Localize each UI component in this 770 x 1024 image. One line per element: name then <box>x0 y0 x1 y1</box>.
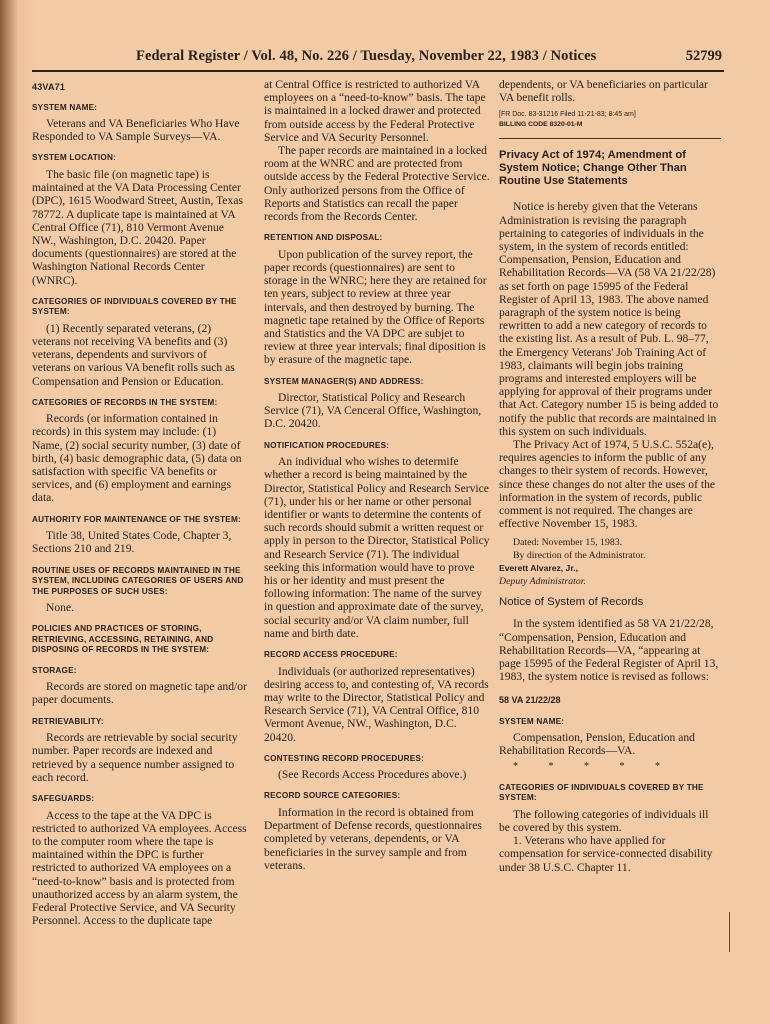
system-id: 43VA71 <box>32 82 66 92</box>
record-source-text: Information in the record is obtained from Department of Defense records, questionnaires completed by veterans, dependents, or VA beneficiaries in the survey sample and from veterans. <box>264 805 482 872</box>
safeguards-continued-text: at Central Office is restricted to authorized VA employees on a “need-to-know” basis. The tape is maintained in a locked drawer and protected from outside access by the Federal Protective Service and VA Security Personnel. <box>264 78 486 144</box>
system-manager-text: Director, Statistical Policy and Research Service (71), VA Cenceral Office, Washington, D.C. 20420. <box>264 391 482 431</box>
page-header <box>32 44 724 72</box>
category-item-1: 1. Veterans who have applied for compensation for service-connected disability under 38 U.S.C. Chapter 11. <box>499 834 713 874</box>
categories-records-text: Records (or information contained in records) in this system may include: (1) Name, (2) social security number, (3) date of birth, (4) basic demographic data, (5) data on satisfaction with specific VA benefits or services, and (6) employment and earnings data. <box>32 412 242 505</box>
page-binding-edge <box>0 0 18 1024</box>
categories-individuals-text: (1) Recently separated veterans, (2) veterans not receiving VA benefits and (3) veterans, dependents and survivors of veterans on various VA benefit rolls such as Compensation and Pension or Education. <box>32 321 235 388</box>
notice-paragraph-2: The Privacy Act of 1974, 5 U.S.C. 552a(e), requires agencies to inform the public of any changes to their system of records. However, since these changes do not alter the uses of the information in the system of records, public comment is not required. The changes are effective November 15, 1983. <box>499 438 716 531</box>
heading-safeguards: SAFEGUARDS: <box>32 794 95 803</box>
safeguards-text: Access to the tape at the VA DPC is restricted to authorized VA employees. Access to the computer room where the tape is maintained within the DPC is further restricted to authorized VA employees on a “need-to-know” basis and is protected from unauthorized access by an alarm system, the Federal Protective Service, and VA Security Personnel. Access to the duplicate tape <box>32 808 247 928</box>
section-title: Privacy Act of 1974; Amendment of System Notice; Change Other Than Routine Use Statements <box>499 149 687 188</box>
authority-text: Title 38, United States Code, Chapter 3, Sections 210 and 219. <box>32 529 232 556</box>
heading-policies: POLICIES AND PRACTICES OF STORING, RETRIEVING, ACCESSING, RETAINING, AND DISPOSING OF RECORDS IN THE SYSTEM: <box>32 624 214 655</box>
categories-individuals-2-text: The following categories of individuals ill be covered by this system. <box>499 807 709 835</box>
retention-text: Upon publication of the survey report, the paper records (questionnaires) are sent to storage in the WNRC; here they are retained for ten years, subject to review at three year intervals, and then destroyed by burning. The magnetic tape retained by the Office of Reports and Statistics and the VA DPC are subjet to review at three year intervals; final diposition is by erasure of the magnetic tape. <box>264 247 487 367</box>
notice-of-system-title: Notice of System of Records <box>499 596 644 609</box>
heading-system-name-2: SYSTEM NAME: <box>499 716 565 726</box>
section-divider <box>499 138 721 139</box>
heading-retention: RETENTION AND DISPOSAL: <box>264 233 383 243</box>
heading-categories-records: CATEGORIES OF RECORDS IN THE SYSTEM: <box>32 397 218 407</box>
heading-routine-uses: ROUTINE USES OF RECORDS MAINTAINED IN THE SYSTEM, INCLUDING CATEGORIES OF USERS AND THE PURPOSES OF SUCH USES: <box>32 565 244 596</box>
signer-name: Everett Alvarez, Jr., <box>499 563 578 574</box>
direction-line: By direction of the Administrator. <box>513 550 646 562</box>
header-page-number: 52799 <box>685 48 722 64</box>
heading-system-location: SYSTEM LOCATION: <box>32 153 117 163</box>
billing-code: BILLING CODE 8320-01-M <box>499 121 583 129</box>
system-code: 58 VA 21/22/28 <box>499 694 561 705</box>
routine-uses-text: None. <box>46 601 75 615</box>
heading-system-name: SYSTEM NAME: <box>32 102 98 112</box>
system-name-2-text: Compensation, Pension, Education and Rehabilitation Records—VA. <box>499 731 695 758</box>
dated-line: Dated: November 15, 1983. <box>513 537 623 549</box>
header-title: Federal Register / Vol. 48, No. 226 / Tuesday, November 22, 1983 / Notices <box>136 48 597 64</box>
contesting-text: (See Records Access Procedures above.) <box>278 768 467 782</box>
heading-retrievability: RETRIEVABILITY: <box>32 716 104 726</box>
heading-system-manager: SYSTEM MANAGER(S) AND ADDRESS: <box>264 376 424 386</box>
system-location-text: The basic file (on magnetic tape) is maintained at the VA Data Processing Center (DPC), 1615 Woodward Street, Austin, Texas 78772. A duplicate tape is maintained at VA Central Office (71), 810 Vermont Avenue NW., Washington, D.C. 20420. Paper documents (questionnaires) are stored at the Washington National Records Center (WNRC). <box>32 167 244 287</box>
signer-title: Deputy Administrator. <box>499 576 586 588</box>
system-name-text: Veterans and VA Beneficiaries Who Have Responded to VA Sample Surveys—VA. <box>32 117 240 144</box>
notice-system-paragraph: In the system identified as 58 VA 21/22/28, “Compensation, Pension, Education and Rehabilitation Records—VA, “appearing at page 15995 of the Federal Register of April 13, 1983, the system notice is revised as follows: <box>499 617 719 684</box>
margin-bracket <box>723 912 730 952</box>
notice-paragraph-1: Notice is hereby given that the Veterans Administration is revising the paragraph pertaining to categories of individuals in the system, in the system of records entitled: Compensation, Pension, Education and Rehabilitation Records—VA (58 VA 21/22/28) as set forth on page 15995 of the Federal Register of April 13, 1983. The above named paragraph of the system notice is being rewritten to add a new category of records to the existing list. As a result of Pub. L. 98–77, the Emergency Veterans' Job Training Act of 1983, claimants will begin jobs training programs and interested employers will be applying for approval of their programs under that Act. Category number 15 is being added to notify the public that records are maintained in this system on such individuals. <box>499 200 719 438</box>
heading-record-access: RECORD ACCESS PROCEDURE: <box>264 650 398 660</box>
storage-text: Records are stored on magnetic tape and/or paper documents. <box>32 680 247 707</box>
column-2 <box>264 78 490 872</box>
record-source-continued-text: dependents, or VA beneficiaries on particular VA benefit rolls. <box>499 78 708 105</box>
fr-doc-line: [FR Doc. 83-31216 Filed 11-21-83; 8:45 am] <box>499 111 636 119</box>
heading-authority: AUTHORITY FOR MAINTENANCE OF THE SYSTEM: <box>32 514 241 524</box>
heading-notification: NOTIFICATION PROCEDURES: <box>264 440 390 450</box>
record-access-text: Individuals (or authorized representatives) desiring access to, and contesting of, VA records may write to the Director, Statistical Policy and Research Service (71), VA Central Office, 810 Vermont Avenue, NW., Washington, D.C. 20420. <box>264 664 489 744</box>
column-3 <box>499 78 721 874</box>
notification-text: An individual who wishes to determife whether a record is being maintained by the Director, Statistical Policy and Research Service (71), under his or her name or other personal identifier or wants to determine the contents of such records should submit a written request or apply in person to the Director, Statistical Policy and Research Service (71). The individual seeking this information would have to prove his or her identity and must present the following information: The name of the survey in question and approximate date of the survey, social security and/or VA claim number, full name and birth date. <box>264 455 490 640</box>
heading-storage: STORAGE: <box>32 665 77 675</box>
column-1 <box>32 78 248 927</box>
heading-record-source: RECORD SOURCE CATEGORIES: <box>264 791 401 801</box>
omission-stars: * * * * * <box>513 760 674 772</box>
heading-categories-individuals-2: CATEGORIES OF INDIVIDUALS COVERED BY THE SYSTEM: <box>499 782 704 803</box>
paper-records-text: The paper records are maintained in a locked room at the WNRC and are protected from outside access by the Federal Protective Service. Only authorized persons from the Office of Reports and Statistics can recall the paper records from the Records Center. <box>264 144 490 224</box>
heading-categories-individuals: CATEGORIES OF INDIVIDUALS COVERED BY THE SYSTEM: <box>32 296 237 317</box>
retrievability-text: Records are retrievable by social security number. Paper records are indexed and retrieved by a sequence number assigned to each record. <box>32 731 238 784</box>
heading-contesting: CONTESTING RECORD PROCEDURES: <box>264 753 425 763</box>
